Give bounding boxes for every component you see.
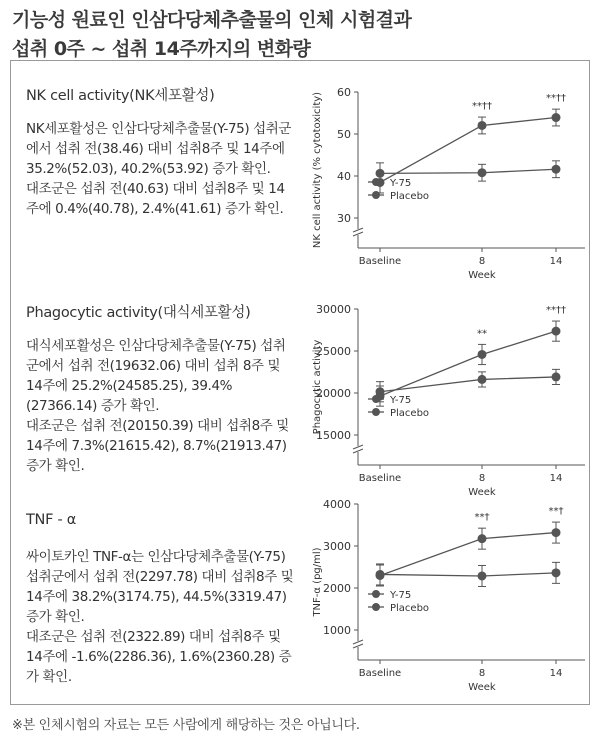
x-axis-label: Week	[468, 487, 496, 498]
y-axis-label: Phagocytic activity	[312, 339, 323, 435]
x-tick-label: 8	[478, 256, 486, 267]
data-point	[552, 165, 561, 174]
legend-marker	[372, 408, 380, 416]
section-title-phagocytic: Phagocytic activity(대식세포활성)	[26, 305, 251, 321]
data-point	[478, 534, 487, 543]
series-line-y75	[380, 533, 556, 576]
desc-paragraph: 대조군은 섭취 전(20150.39) 대비 섭취8주 및 14주에 7.3%(21615.42), 8.7%(21913.47) 증가 확인.	[26, 418, 289, 474]
series-line-y75	[380, 331, 556, 396]
data-point	[552, 528, 561, 537]
legend-marker	[372, 603, 380, 611]
y-tick-label: 40	[337, 170, 351, 183]
footnote: ※본 인체시험의 자료는 모든 사람에게 해당하는 것은 아닙니다.	[12, 718, 360, 733]
y-axis-label: NK cell activity (% cytotoxicity)	[312, 91, 323, 249]
y-axis-label: TNF-α (pg/ml)	[312, 547, 323, 617]
legend-label: Y-75	[390, 178, 412, 189]
x-tick-label: Baseline	[358, 668, 402, 679]
data-point	[478, 350, 487, 359]
legend-label: Placebo	[390, 408, 430, 419]
y-tick-label: 1000	[323, 624, 351, 637]
x-axis-label: Week	[468, 270, 496, 281]
data-point	[376, 387, 385, 396]
y-tick-label: 30	[337, 212, 351, 225]
data-point	[552, 372, 561, 381]
data-point	[478, 571, 487, 580]
x-tick-label: 14	[549, 473, 563, 484]
legend-marker	[372, 191, 380, 199]
legend-marker	[372, 178, 380, 186]
section-desc-tnf	[26, 547, 296, 687]
section-desc-nk	[26, 119, 296, 219]
legend-label: Placebo	[390, 191, 430, 202]
data-point	[478, 121, 487, 130]
axis-break	[353, 228, 363, 236]
nk-activity-chart	[300, 80, 590, 280]
series-line-placebo	[380, 169, 556, 173]
page-title	[12, 6, 411, 64]
data-point	[552, 113, 561, 122]
legend-marker	[372, 395, 380, 403]
significance-label: **††	[546, 305, 566, 317]
desc-paragraph: NK세포활성은 인삼다당체추출물(Y-75) 섭취군에서 섭취 전(38.46) 대비 섭취8주 및 14주에 35.2%(52.03), 40.2%(53.92) 증가 확인.	[26, 121, 292, 177]
title-line-2: 섭취 0주 ~ 섭취 14주까지의 변화량	[12, 38, 311, 60]
data-point	[552, 327, 561, 336]
axis-break	[353, 445, 363, 453]
data-point	[552, 568, 561, 577]
section-desc-phagocytic	[26, 336, 296, 476]
significance-label: **††	[546, 93, 566, 105]
significance-label: **†	[548, 506, 564, 518]
x-tick-label: 14	[549, 256, 563, 267]
data-point	[478, 168, 487, 177]
significance-label: **†	[474, 512, 490, 524]
series-line-placebo	[380, 573, 556, 576]
desc-paragraph: 대식세포활성은 인삼다당체추출물(Y-75) 섭취군에서 섭취 전(19632.06) 대비 섭취 8주 및 14주에 25.2%(24585.25), 39.4%(27366.14) 증가 확인.	[26, 338, 286, 414]
data-point	[478, 375, 487, 384]
y-tick-label: 50	[337, 128, 351, 141]
axis-break	[353, 640, 363, 648]
legend-label: Placebo	[390, 603, 430, 614]
x-tick-label: 8	[478, 668, 486, 679]
y-tick-label: 3000	[323, 540, 351, 553]
legend-label: Y-75	[390, 590, 412, 601]
y-tick-label: 25000	[316, 345, 351, 358]
x-tick-label: 14	[549, 668, 563, 679]
y-tick-label: 4000	[323, 498, 351, 511]
y-tick-label: 20000	[316, 387, 351, 400]
section-title-tnf: TNF - α	[26, 512, 76, 528]
desc-paragraph: 대조군은 섭취 전(40.63) 대비 섭취8주 및 14주에 0.4%(40.78), 2.4%(41.61) 증가 확인.	[26, 181, 285, 217]
y-tick-label: 2000	[323, 582, 351, 595]
series-line-placebo	[380, 377, 556, 392]
desc-paragraph: 대조군은 섭취 전(2322.89) 대비 섭취8주 및 14주에 -1.6%(2286.36), 1.6%(2360.28) 증가 확인.	[26, 629, 292, 685]
legend-label: Y-75	[390, 395, 412, 406]
section-title-nk: NK cell activity(NK세포활성)	[26, 88, 215, 104]
x-tick-label: 8	[478, 473, 486, 484]
x-tick-label: Baseline	[358, 473, 402, 484]
phagocytic-activity-chart	[300, 297, 590, 497]
y-tick-label: 15000	[316, 429, 351, 442]
data-point	[376, 570, 385, 579]
title-line-1: 기능성 원료인 인삼다당체추출물의 인체 시험결과	[12, 9, 412, 31]
x-axis-label: Week	[468, 682, 496, 693]
x-tick-label: Baseline	[358, 256, 402, 267]
tnf-alpha-chart	[300, 492, 590, 692]
y-tick-label: 60	[337, 86, 351, 99]
significance-label: **	[477, 328, 487, 340]
significance-label: **††	[472, 101, 492, 113]
legend-marker	[372, 590, 380, 598]
y-tick-label: 30000	[316, 303, 351, 316]
desc-paragraph: 싸이토카인 TNF-α는 인삼다당체추출물(Y-75) 섭취군에서 섭취 전(2297.78) 대비 섭취8주 및 14주에 38.2%(3174.75), 44.5%(3319.47) 증가 확인.	[26, 549, 294, 625]
data-point	[376, 169, 385, 178]
